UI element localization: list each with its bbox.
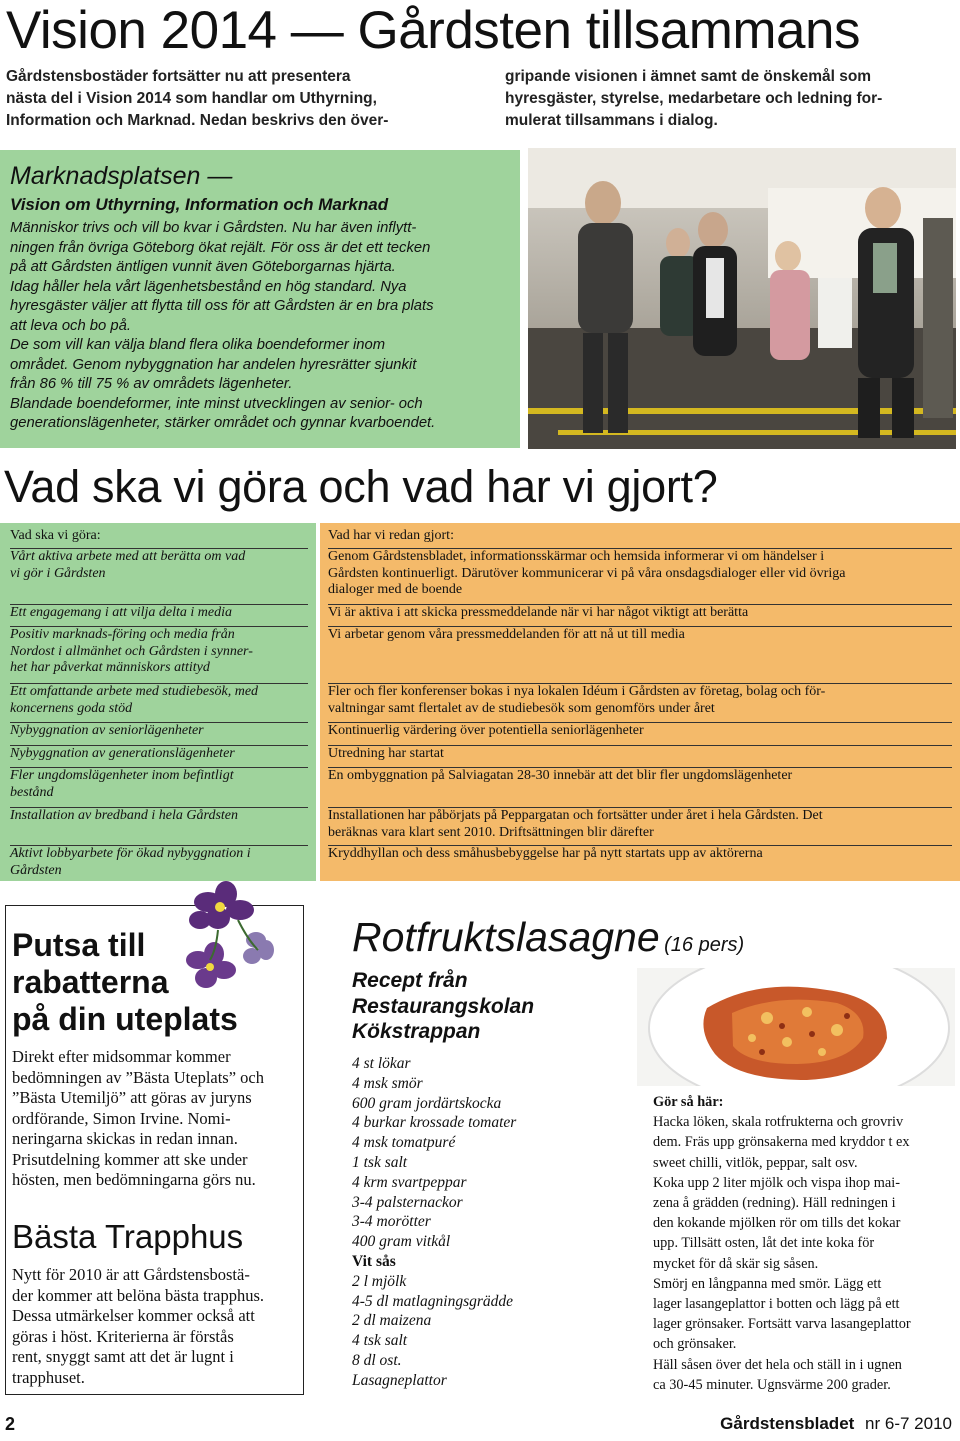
marknad-body	[10, 219, 510, 434]
method-line: dem. Fräs upp grönsakerna med kryddor t ex	[653, 1134, 910, 1151]
marknad-line: De som vill kan välja bland flera olika boendeformer inom	[10, 337, 386, 353]
todo-column	[0, 523, 316, 881]
sauce-ingredient: 4 tsk salt	[352, 1332, 408, 1350]
method-line: zena å grädden (redning). Häll redningen i	[653, 1195, 896, 1212]
publication-name: Gårdstensbladet	[720, 1414, 855, 1433]
cell-line: vi gör i Gårdsten	[10, 565, 106, 581]
method-line: upp. Tillsätt osten, låt det inte koka för	[653, 1235, 875, 1252]
cell-line: valtningar samt flertalet av de studiebesök som genomförs under året	[328, 700, 715, 716]
intro-right	[505, 66, 955, 132]
issue-number: nr 6-7 2010	[865, 1414, 952, 1433]
method-line: lager lasangeplattor i botten och lägg på ett	[653, 1296, 900, 1313]
method-title: Gör så här:	[653, 1094, 724, 1110]
intro-line: Gårdstensbostäder fortsätter nu att presentera	[6, 68, 351, 85]
marknad-subtitle: Vision om Uthyrning, Information och Marknad	[10, 195, 389, 214]
ingredient: 600 gram jordärtskocka	[352, 1094, 502, 1112]
cell-line: Nybyggnation av seniorlägenheter	[10, 723, 204, 738]
todo-row	[10, 745, 308, 763]
cell-line: Fler och fler konferenser bokas i nya lokalen Idéum i Gårdsten av företag, bolag och för-	[328, 684, 826, 699]
garden-title-line: på din uteplats	[12, 1001, 238, 1037]
sauce-title: Vit sås	[352, 1252, 396, 1270]
marknad-line: Idag håller hela vårt lägenhetsbestånd en hög standard. Nya	[10, 278, 407, 295]
method-section	[653, 1092, 953, 1395]
ingredient: 1 tsk salt	[352, 1153, 408, 1171]
intro-line: gripande visionen i ämnet samt de önskemål som	[505, 68, 872, 85]
cell-line: En ombyggnation på Salviagatan 28-30 innebär att det blir fler ungdomslägenheter	[328, 768, 793, 783]
todo-row	[10, 683, 308, 717]
cell-line: Positiv marknads-föring och media från	[10, 627, 235, 642]
trapphus-line: göras i höst. Kriterierna är förstås	[12, 1326, 234, 1346]
sauce-ingredient: 4-5 dl matlagningsgrädde	[352, 1292, 514, 1310]
cell-line: Aktivt lobbyarbete för ökad nybyggnation i	[10, 846, 251, 861]
marknad-line: ningen från övriga Göteborg ökat rejält. För oss är det ett tecken	[10, 239, 431, 256]
marknad-line: generationslägenheter, stärker området och gynnar kvarboendet.	[10, 415, 436, 431]
cell-line: beräknas vara klart sent 2010. Driftsättningen blir därefter	[328, 824, 654, 840]
event-photo	[528, 148, 956, 449]
done-header: Vad har vi redan gjort:	[328, 528, 454, 543]
sauce-ingredient: 2 l mjölk	[352, 1272, 407, 1290]
ingredient: 4 st lökar	[352, 1055, 411, 1072]
done-column	[320, 523, 960, 881]
cell-line: Gårdsten kontinuerligt. Därutöver kommunicerar vi på våra onsdagsdialoger eller vid övriga	[328, 565, 846, 581]
ingredient: 4 msk smör	[352, 1074, 423, 1092]
intro-line: hyresgäster, styrelse, medarbetare och ledning for-	[505, 90, 883, 107]
trapphus-text	[12, 1265, 297, 1388]
sauce-ingredient: Lasagneplattor	[352, 1371, 447, 1389]
cell-line: het har påverkat människors attityd	[10, 660, 210, 675]
cell-line: Vi är aktiva i att skicka pressmeddelande när vi har något viktigt att berätta	[328, 605, 749, 620]
page-number: 2	[5, 1414, 16, 1434]
garden-text	[12, 1047, 297, 1191]
cell-line: Installationen har påbörjats på Peppargatan och fortsätter under året i hela Gårdsten. Det	[328, 808, 823, 823]
method-line: lager grönsaker. Fortsätt varva lasangeplattor	[653, 1316, 911, 1333]
todo-row	[10, 845, 308, 879]
sauce-ingredient: 2 dl maizena	[352, 1312, 432, 1330]
done-row	[328, 745, 952, 763]
lasagne-illustration	[637, 968, 955, 1086]
garden-title-line: rabatterna	[12, 964, 169, 1000]
recipe-source-line: Kökstrappan	[352, 1020, 481, 1043]
marknad-box	[0, 150, 520, 448]
method-line: Smörj en långpanna med smör. Lägg ett	[653, 1275, 882, 1292]
cell-line: Genom Gårdstensbladet, informationsskärmar och hemsida informerar vi om händelser i	[328, 549, 825, 564]
done-row	[328, 807, 952, 841]
marknad-line: på att Gårdsten äntligen vunnit även Göteborgarnas hjärta.	[10, 259, 396, 275]
done-row	[328, 683, 952, 717]
garden-line: neringarna skickas in redan innan.	[12, 1129, 238, 1148]
recipe-name: Rotfruktslasagne	[352, 914, 660, 960]
method-line: och grönsaker.	[653, 1336, 737, 1353]
lasagne-photo	[637, 968, 955, 1086]
marknad-title: Marknadsplatsen —	[10, 162, 233, 190]
trapphus-line: rent, snyggt samt att det är lugnt i	[12, 1347, 234, 1366]
method-line: Hacka löken, skala rotfrukterna och grovriv	[653, 1114, 904, 1131]
event-photo-illustration	[528, 148, 956, 449]
cell-line: Kryddhyllan och dess småhusbebyggelse har på nytt startats upp av aktörerna	[328, 846, 763, 861]
garden-line: bedömningen av ”Bästa Uteplats” och	[12, 1067, 265, 1087]
done-row	[328, 845, 952, 863]
intro-line: mulerat tillsammans i dialog.	[505, 112, 718, 129]
marknad-line: Människor trivs och vill bo kvar i Gårdsten. Nu har även inflytt-	[10, 220, 417, 236]
cell-line: dialoger med de boende	[328, 582, 463, 597]
ingredient: 3-4 palsternackor	[352, 1193, 463, 1211]
marknad-line: Blandade boendeformer, inte minst utvecklingen av senior- och	[10, 395, 423, 412]
publication-footer	[720, 1414, 952, 1434]
garden-line: hösten, men bedömningarna görs nu.	[12, 1170, 256, 1189]
recipe-source-line: Recept från	[352, 969, 468, 992]
method-line: Koka upp 2 liter mjölk och vispa ihop mai-	[653, 1174, 900, 1191]
todo-header: Vad ska vi göra:	[10, 528, 101, 543]
method-line: mycket för då skär sig såsen.	[653, 1255, 819, 1272]
recipe-source	[352, 968, 612, 1045]
marknad-line: området. Genom nybyggnation har andelen hyresrätter sjunkit	[10, 356, 417, 373]
cell-line: Installation av bredband i hela Gårdsten	[10, 808, 238, 823]
cell-line: koncernens goda stöd	[10, 700, 133, 716]
garden-title-line: Putsa till	[12, 927, 146, 963]
trapphus-line: Nytt för 2010 är att Gårdstensbostä-	[12, 1265, 250, 1284]
trapphus-line: der kommer att belöna bästa trapphus.	[12, 1285, 265, 1305]
done-row	[328, 626, 952, 644]
garden-line: Direkt efter midsommar kommer	[12, 1047, 231, 1066]
cell-line: Nordost i allmänhet och Gårdsten i synner-	[10, 643, 253, 659]
section-heading: Vad ska vi göra och vad har vi gjort?	[4, 461, 718, 512]
recipe-servings: (16 pers)	[664, 934, 745, 956]
cell-line: Ett engagemang i att vilja delta i media	[10, 605, 233, 620]
method-line: sweet chilli, vitlök, peppar, salt osv.	[653, 1154, 858, 1171]
done-row	[328, 604, 952, 622]
todo-row	[10, 548, 308, 582]
ingredient: 4 msk tomatpuré	[352, 1134, 456, 1152]
cell-line: Gårdsten	[10, 862, 62, 878]
ingredient: 4 burkar krossade tomater	[352, 1114, 517, 1132]
ingredient: 4 krm svartpeppar	[352, 1173, 467, 1191]
marknad-line: från 86 % till 75 % av områdets lägenheter.	[10, 376, 293, 392]
todo-row	[10, 626, 308, 677]
method-line: den kokande mjölken rör om tills det kokar	[653, 1215, 901, 1232]
cell-line: Vårt aktiva arbete med att berätta om vad	[10, 549, 246, 564]
garden-title	[12, 927, 292, 1038]
trapphus-line: trapphuset.	[12, 1367, 85, 1387]
garden-line: Prisutdelning kommer att ske under	[12, 1149, 248, 1169]
cell-line: bestånd	[10, 784, 54, 800]
cell-line: Fler ungdomslägenheter inom befintligt	[10, 768, 234, 783]
page-headline: Vision 2014 — Gårdsten tillsammans	[6, 1, 860, 60]
cell-line: Kontinuerlig värdering över potentiella seniorlägenheter	[328, 723, 644, 738]
todo-row	[10, 767, 308, 801]
garden-line: ordförande, Simon Irvine. Nomi-	[12, 1108, 231, 1128]
trapphus-title: Bästa Trapphus	[12, 1218, 244, 1255]
trapphus-line: Dessa utmärkelser kommer också att	[12, 1306, 255, 1325]
cell-line: Vi arbetar genom våra pressmeddelanden för att nå ut till media	[328, 627, 685, 642]
method-line: ca 30-45 minuter. Ugnsvärme 200 grader.	[653, 1376, 891, 1393]
intro-line: nästa del i Vision 2014 som handlar om Uthyrning,	[6, 90, 377, 107]
garden-line: ”Bästa Utemiljö” att göras av juryns	[12, 1088, 252, 1107]
marknad-line: att leva och bo på.	[10, 317, 131, 334]
ingredient-list	[352, 1054, 632, 1391]
sauce-ingredient: 8 dl ost.	[352, 1351, 402, 1369]
done-row	[328, 767, 952, 785]
ingredient: 400 gram vitkål	[352, 1233, 451, 1251]
recipe-title	[352, 912, 744, 962]
done-row	[328, 548, 952, 599]
ingredient: 3-4 morötter	[352, 1213, 431, 1231]
cell-line: Utredning har startat	[328, 746, 444, 761]
cell-line: Ett omfattande arbete med studiebesök, med	[10, 684, 259, 699]
todo-row	[10, 722, 308, 740]
todo-row	[10, 604, 308, 622]
cell-line: Nybyggnation av generationslägenheter	[10, 746, 235, 761]
recipe-source-line: Restaurangskolan	[352, 994, 535, 1018]
marknad-line: hyresgäster väljer att flytta till oss för att Gårdsten är en bra plats	[10, 298, 434, 314]
intro-line: Information och Marknad. Nedan beskrivs den över-	[6, 112, 389, 129]
intro-left	[6, 66, 456, 132]
method-line: Häll såsen över det hela och ställ in i ugnen	[653, 1356, 902, 1373]
todo-row	[10, 807, 308, 825]
done-row	[328, 722, 952, 740]
